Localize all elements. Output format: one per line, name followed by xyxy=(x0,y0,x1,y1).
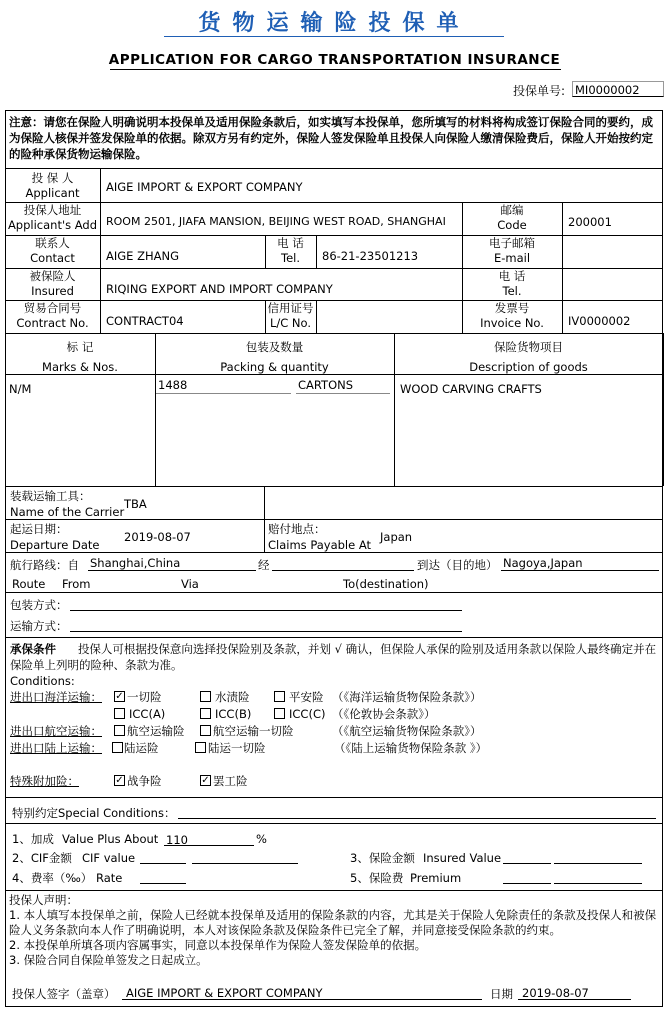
war-checkbox[interactable]: ✓ xyxy=(115,775,124,786)
conditions-label-en: Conditions: xyxy=(10,674,75,688)
transport-method-field[interactable] xyxy=(70,617,462,632)
quantity-field[interactable]: 1488 xyxy=(158,378,188,392)
packing-method-label: 包装方式： xyxy=(10,598,68,612)
route-label-cn: 航行路线：自 xyxy=(10,558,79,572)
declaration-title: 投保人声明： xyxy=(9,893,78,907)
route-to-label: 到达（目的地） xyxy=(417,558,498,572)
conditions-intro: 承保条件 投保人可根据投保意向选择投保险别及条款，并划 √ 确认，但保险人承保的险别及适用条款以保险人最终确定并在保险单上列明的险种、条款为准。 xyxy=(10,642,657,672)
unit-field[interactable]: CARTONS xyxy=(298,378,354,392)
applicant-field[interactable]: AIGE IMPORT & EXPORT COMPANY xyxy=(106,180,303,194)
value-plus-label-en: Value Plus About xyxy=(62,832,159,846)
policy-no-field[interactable]: MI0000002 xyxy=(572,81,664,97)
declaration-line-2: 2. 本投保单所填各项内容属事实，同意以本投保单作为保险人签发保险单的依据。 xyxy=(9,938,427,952)
iccb-label: ICC(B) xyxy=(215,707,252,721)
cif-field-2[interactable] xyxy=(192,849,298,864)
declaration-block xyxy=(9,893,659,968)
contact-label: 联系人 Contact xyxy=(30,236,75,265)
departure-field[interactable]: 2019-08-07 xyxy=(124,530,191,544)
signature-label: 投保人签字（盖章） xyxy=(12,987,116,1001)
insured-value-field-1[interactable] xyxy=(503,849,551,864)
special-conditions-label: 特别约定Special Conditions： xyxy=(12,806,176,820)
address-field[interactable]: ROOM 2501, JIAFA MANSION, BEIJING WEST ROAD, SHANGHAI xyxy=(106,215,446,228)
route-via-label: 经 xyxy=(258,558,270,572)
notice-text: 注意：请您在保险人明确说明本投保单及适用保险条款后，如实填写本投保单，您所填写的材料将构成签订保险合同的要约，成为保险人核保并签发保险单的依据。除双方另有约定外，保险人签发保险单且投保人向保险人缴清保险费后，保险人开始按约定的险种承保货物运输保险。 xyxy=(9,115,653,161)
premium-field-2[interactable] xyxy=(554,869,642,884)
tel-field[interactable]: 86-21-23501213 xyxy=(322,249,419,263)
transport-method-label: 运输方式： xyxy=(10,619,68,633)
sea-label: 进出口海洋运输： xyxy=(10,690,102,704)
signature-field[interactable]: AIGE IMPORT & EXPORT COMPANY xyxy=(126,986,323,1000)
fpa-checkbox[interactable] xyxy=(274,691,285,702)
fpa-label: 平安险 xyxy=(289,690,324,704)
land-clause: （《陆上运输货物保险条款 》） xyxy=(334,741,488,755)
sea-clause: （《海洋运输货物保险条款》） xyxy=(332,690,482,704)
land-risks-checkbox[interactable] xyxy=(112,742,123,753)
claims-field[interactable]: Japan xyxy=(380,530,413,544)
rate-label-en: Rate xyxy=(96,871,123,885)
air-label: 进出口航空运输： xyxy=(10,724,102,738)
iccb-checkbox[interactable] xyxy=(200,708,211,719)
address-label: 投保人地址 Applicant's Add xyxy=(7,203,98,232)
packing-header: 包装及数量 Packing & quantity xyxy=(220,340,329,374)
via-label-en: Via xyxy=(181,577,199,591)
air-all-checkbox[interactable] xyxy=(200,725,211,736)
icca-checkbox[interactable] xyxy=(114,708,125,719)
insured-value-field-2[interactable] xyxy=(554,849,642,864)
special-conditions-field[interactable] xyxy=(178,804,656,819)
subtitle-underline xyxy=(110,69,561,70)
air-risks-checkbox[interactable] xyxy=(114,725,125,736)
cif-field-1[interactable] xyxy=(140,849,186,864)
value-plus-label: 1、加成 xyxy=(12,832,54,846)
all-risks-label: 一切险 xyxy=(127,690,162,704)
marks-header: 标 记 Marks & Nos. xyxy=(42,340,118,374)
applicant-label: 投 保 人 Applicant xyxy=(25,171,80,200)
insured-value-label-en: Insured Value xyxy=(423,851,502,865)
from-label-en: From xyxy=(62,577,91,591)
land-label: 进出口陆上运输： xyxy=(10,741,102,755)
cif-label-en: CIF value xyxy=(82,851,136,865)
air-clause: （《航空运输货物保险条款》） xyxy=(332,724,482,738)
carrier-label-en: Name of the Carrier xyxy=(10,505,125,519)
tel2-label: 电 话 Tel. xyxy=(498,269,526,298)
route-from-field[interactable]: Shanghai,China xyxy=(90,556,181,570)
strike-checkbox[interactable]: ✓ xyxy=(201,775,210,786)
route-label-en: Route xyxy=(12,577,46,591)
title-underline xyxy=(164,36,504,37)
value-plus-field[interactable]: 110 xyxy=(166,833,188,847)
description-header: 保险货物项目 Description of goods xyxy=(469,340,588,374)
form-title-cn: 货物运输险投保单 xyxy=(198,10,471,36)
iccc-label: ICC(C) xyxy=(289,707,326,721)
land-risks-label: 陆运险 xyxy=(124,741,159,755)
email-label: 电子邮箱 E-mail xyxy=(489,236,535,265)
route-to-field[interactable]: Nagoya,Japan xyxy=(503,556,583,570)
tel-label: 电 话 Tel. xyxy=(277,236,304,265)
code-label: 邮编 Code xyxy=(497,203,527,232)
date-field[interactable]: 2019-08-07 xyxy=(522,986,589,1000)
premium-label: 5、保险费 xyxy=(350,871,404,885)
contract-label: 贸易合同号 Contract No. xyxy=(16,301,89,330)
departure-label-en: Departure Date xyxy=(10,538,100,552)
invoice-field[interactable]: IV0000002 xyxy=(568,314,631,328)
percent-sign: % xyxy=(256,832,267,846)
air-all-label: 航空运输一切险 xyxy=(213,724,294,738)
carrier-field[interactable]: TBA xyxy=(124,497,147,511)
insured-field[interactable]: RIQING EXPORT AND IMPORT COMPANY xyxy=(106,282,333,296)
description-field[interactable]: WOOD CARVING CRAFTS xyxy=(400,382,542,396)
wa-checkbox[interactable] xyxy=(200,691,211,702)
iccc-checkbox[interactable] xyxy=(274,708,285,719)
contact-field[interactable]: AIGE ZHANG xyxy=(106,249,179,263)
icc-clause: （《伦敦协会条款》） xyxy=(332,707,436,721)
lc-label: 信用证号 L/C No. xyxy=(267,301,314,330)
carrier-label-cn: 装载运输工具： xyxy=(10,489,91,503)
war-label: 战争险 xyxy=(127,774,162,788)
strike-label: 罢工险 xyxy=(213,774,248,788)
land-all-checkbox[interactable] xyxy=(195,742,206,753)
invoice-label: 发票号 Invoice No. xyxy=(480,301,544,330)
insured-value-label: 3、保险金额 xyxy=(350,851,415,865)
packing-method-field[interactable] xyxy=(70,596,462,611)
claims-label-en: Claims Payable At xyxy=(268,538,372,552)
date-label: 日期 xyxy=(490,987,513,1001)
code-field[interactable]: 200001 xyxy=(568,215,612,229)
insured-label: 被保险人 Insured xyxy=(29,269,76,298)
premium-field-1[interactable] xyxy=(503,869,551,884)
special-label: 特殊附加险： xyxy=(10,774,79,788)
claims-label-cn: 赔付地点： xyxy=(268,522,326,536)
rate-field[interactable] xyxy=(140,869,186,884)
air-risks-label: 航空运输险 xyxy=(127,724,185,738)
policy-no-label: 投保单号: xyxy=(513,84,566,98)
contract-field[interactable]: CONTRACT04 xyxy=(106,314,184,328)
wa-label: 水渍险 xyxy=(215,690,250,704)
declaration-line-3: 3. 保险合同自保险单签发之日起成立。 xyxy=(9,953,208,967)
icca-label: ICC(A) xyxy=(129,707,166,721)
to-label-en: To(destination) xyxy=(343,577,429,591)
departure-label-cn: 起运日期： xyxy=(10,522,68,536)
land-all-label: 陆运一切险 xyxy=(208,741,266,755)
declaration-line-1: 1. 本人填写本投保单之前，保险人已经就本投保单及适用的保险条款的内容，尤其是关于保险人免除责任的条款及投保人和被保险人义务条款向本人作了明确说明，本人对该保险条款及保险条件已完全了解，并同意接受保险条款的约束。 xyxy=(9,908,657,937)
form-title-en: APPLICATION FOR CARGO TRANSPORTATION INSURANCE xyxy=(108,52,561,68)
rate-label: 4、费率（‰） xyxy=(12,871,93,885)
cif-label: 2、CIF金额 xyxy=(12,851,72,865)
premium-label-en: Premium xyxy=(410,871,462,885)
marks-field[interactable]: N/M xyxy=(9,382,32,396)
all-risks-checkbox[interactable]: ✓ xyxy=(115,691,124,702)
